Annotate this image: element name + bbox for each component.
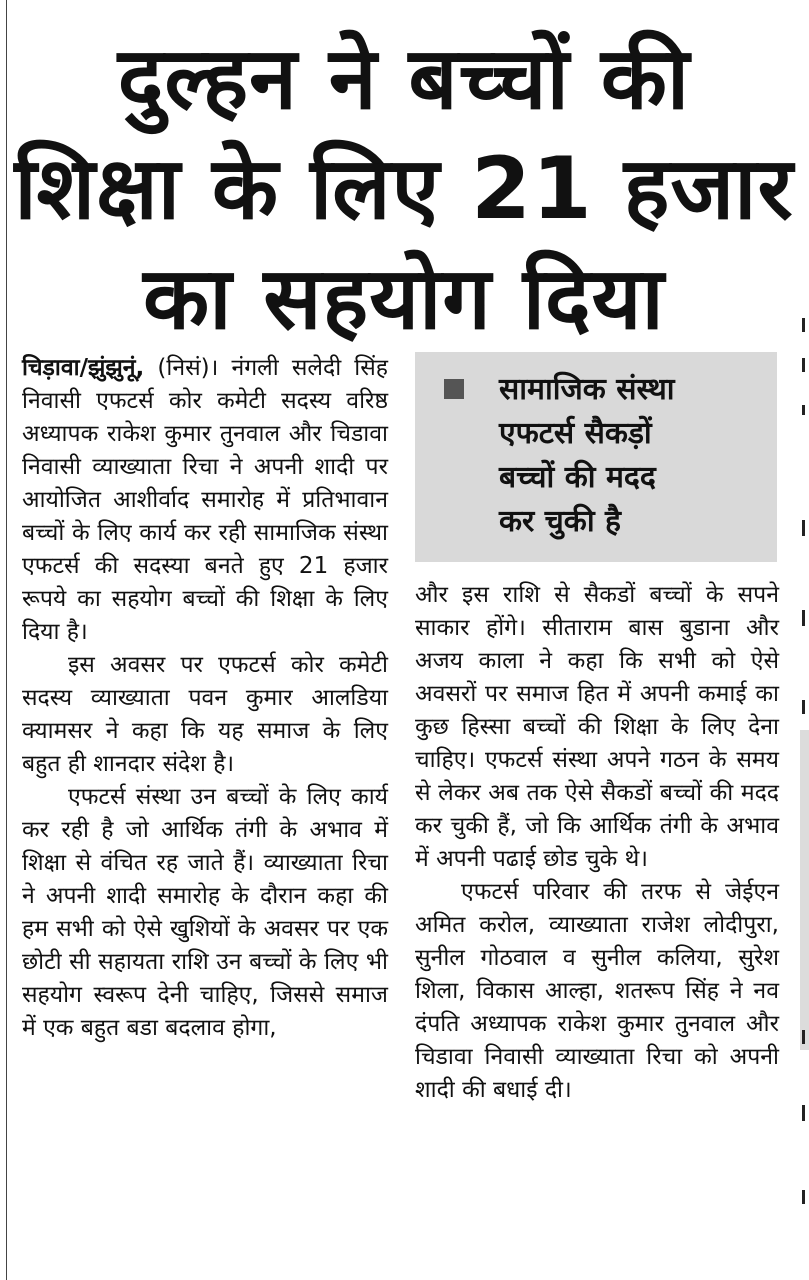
article-paragraph: एफटर्स परिवार की तरफ से जेईएन अमित करोल, व्याख्याता राजेश लोदीपुरा, सुनील गोठवाल व सुनील कलिया, सुरेश शिला, विकास आल्हा, शतरूप सिंह ने नव दंपति अध्यापक राकेश कुमार तुनवाल और चिडावा निवासी व्याख्याता रिचा को अपनी शादी की बधाई दी।	[415, 879, 779, 1103]
square-bullet-icon	[444, 379, 464, 399]
headline-line: शिक्षा के लिए 21 हजार	[14, 139, 794, 239]
article-paragraph: इस अवसर पर एफटर्स कोर कमेटी सदस्य व्याख्याता पवन कुमार आलडिया क्यामसर ने कहा कि यह समाज के लिए बहुत ही शानदार संदेश है।	[22, 652, 388, 777]
article-paragraph: एफटर्स संस्था उन बच्चों के लिए कार्य कर रही है जो आर्थिक तंगी के अभाव में शिक्षा से वंचित रह जाते हैं। व्याख्याता रिचा ने अपनी शादी समारोह के दौरान कहा की हम सभी को ऐसे खुशियों के अवसर पर एक छोटी सी सहायता राशि उन बच्चों के लिए भी सहयोग स्वरूप देनी चाहिए, जिससे समाज में एक बहुत बडा बदलाव होगा,	[22, 784, 388, 1041]
article-column-right	[415, 579, 779, 1107]
column-rule-left	[6, 0, 7, 1280]
article-paragraph	[22, 352, 388, 649]
headline-line: का सहयोग दिया	[143, 249, 665, 349]
headline-line: दुल्हन ने बच्चों की	[117, 29, 691, 129]
dateline: चिड़ावा/झुंझुनूं,	[22, 355, 145, 381]
pull-quote-box	[415, 352, 777, 562]
article-paragraph: और इस राशि से सैकडों बच्चों के सपने साकार होंगे। सीताराम बास बुडाना और अजय काला ने कहा कि सभी को ऐसे अवसरों पर समाज हित में अपनी कमाई का कुछ हिस्सा बच्चों की शिक्षा के लिए देना चाहिए। एफटर्स संस्था अपने गठन के समय से लेकर अब तक ऐसे सैकडों बच्चों की मदद कर चुकी हैं, जो कि आर्थिक तंगी के अभाव में अपनी पढाई छोड चुके थे।	[415, 582, 779, 872]
article-headline	[14, 24, 794, 354]
pull-quote-text	[499, 368, 769, 544]
adjacent-article-edge	[800, 0, 809, 1280]
pull-quote-line: एफटर्स सैकड़ों	[499, 416, 652, 451]
pull-quote-line: बच्चों की मदद	[499, 460, 656, 495]
pull-quote-line: सामाजिक संस्था	[499, 372, 675, 407]
paragraph-text: नंगली सलेदी सिंह निवासी एफटर्स कोर कमेटी सदस्य वरिष्ठ अध्यापक राकेश कुमार तुनवाल और चिडावा निवासी व्याख्याता रिचा ने अपनी शादी पर आयोजित आशीर्वाद समारोह में प्रतिभावान बच्चों के लिए कार्य कर रही सामाजिक संस्था एफटर्स की सदस्या बनते हुए 21 हजार रूपये का सहयोग बच्चों की शिक्षा के लिए दिया है।	[22, 355, 389, 645]
agency-credit: (निसं)।	[157, 355, 219, 381]
pull-quote-line: कर चुकी है	[499, 504, 621, 539]
article-column-left	[22, 352, 388, 1045]
